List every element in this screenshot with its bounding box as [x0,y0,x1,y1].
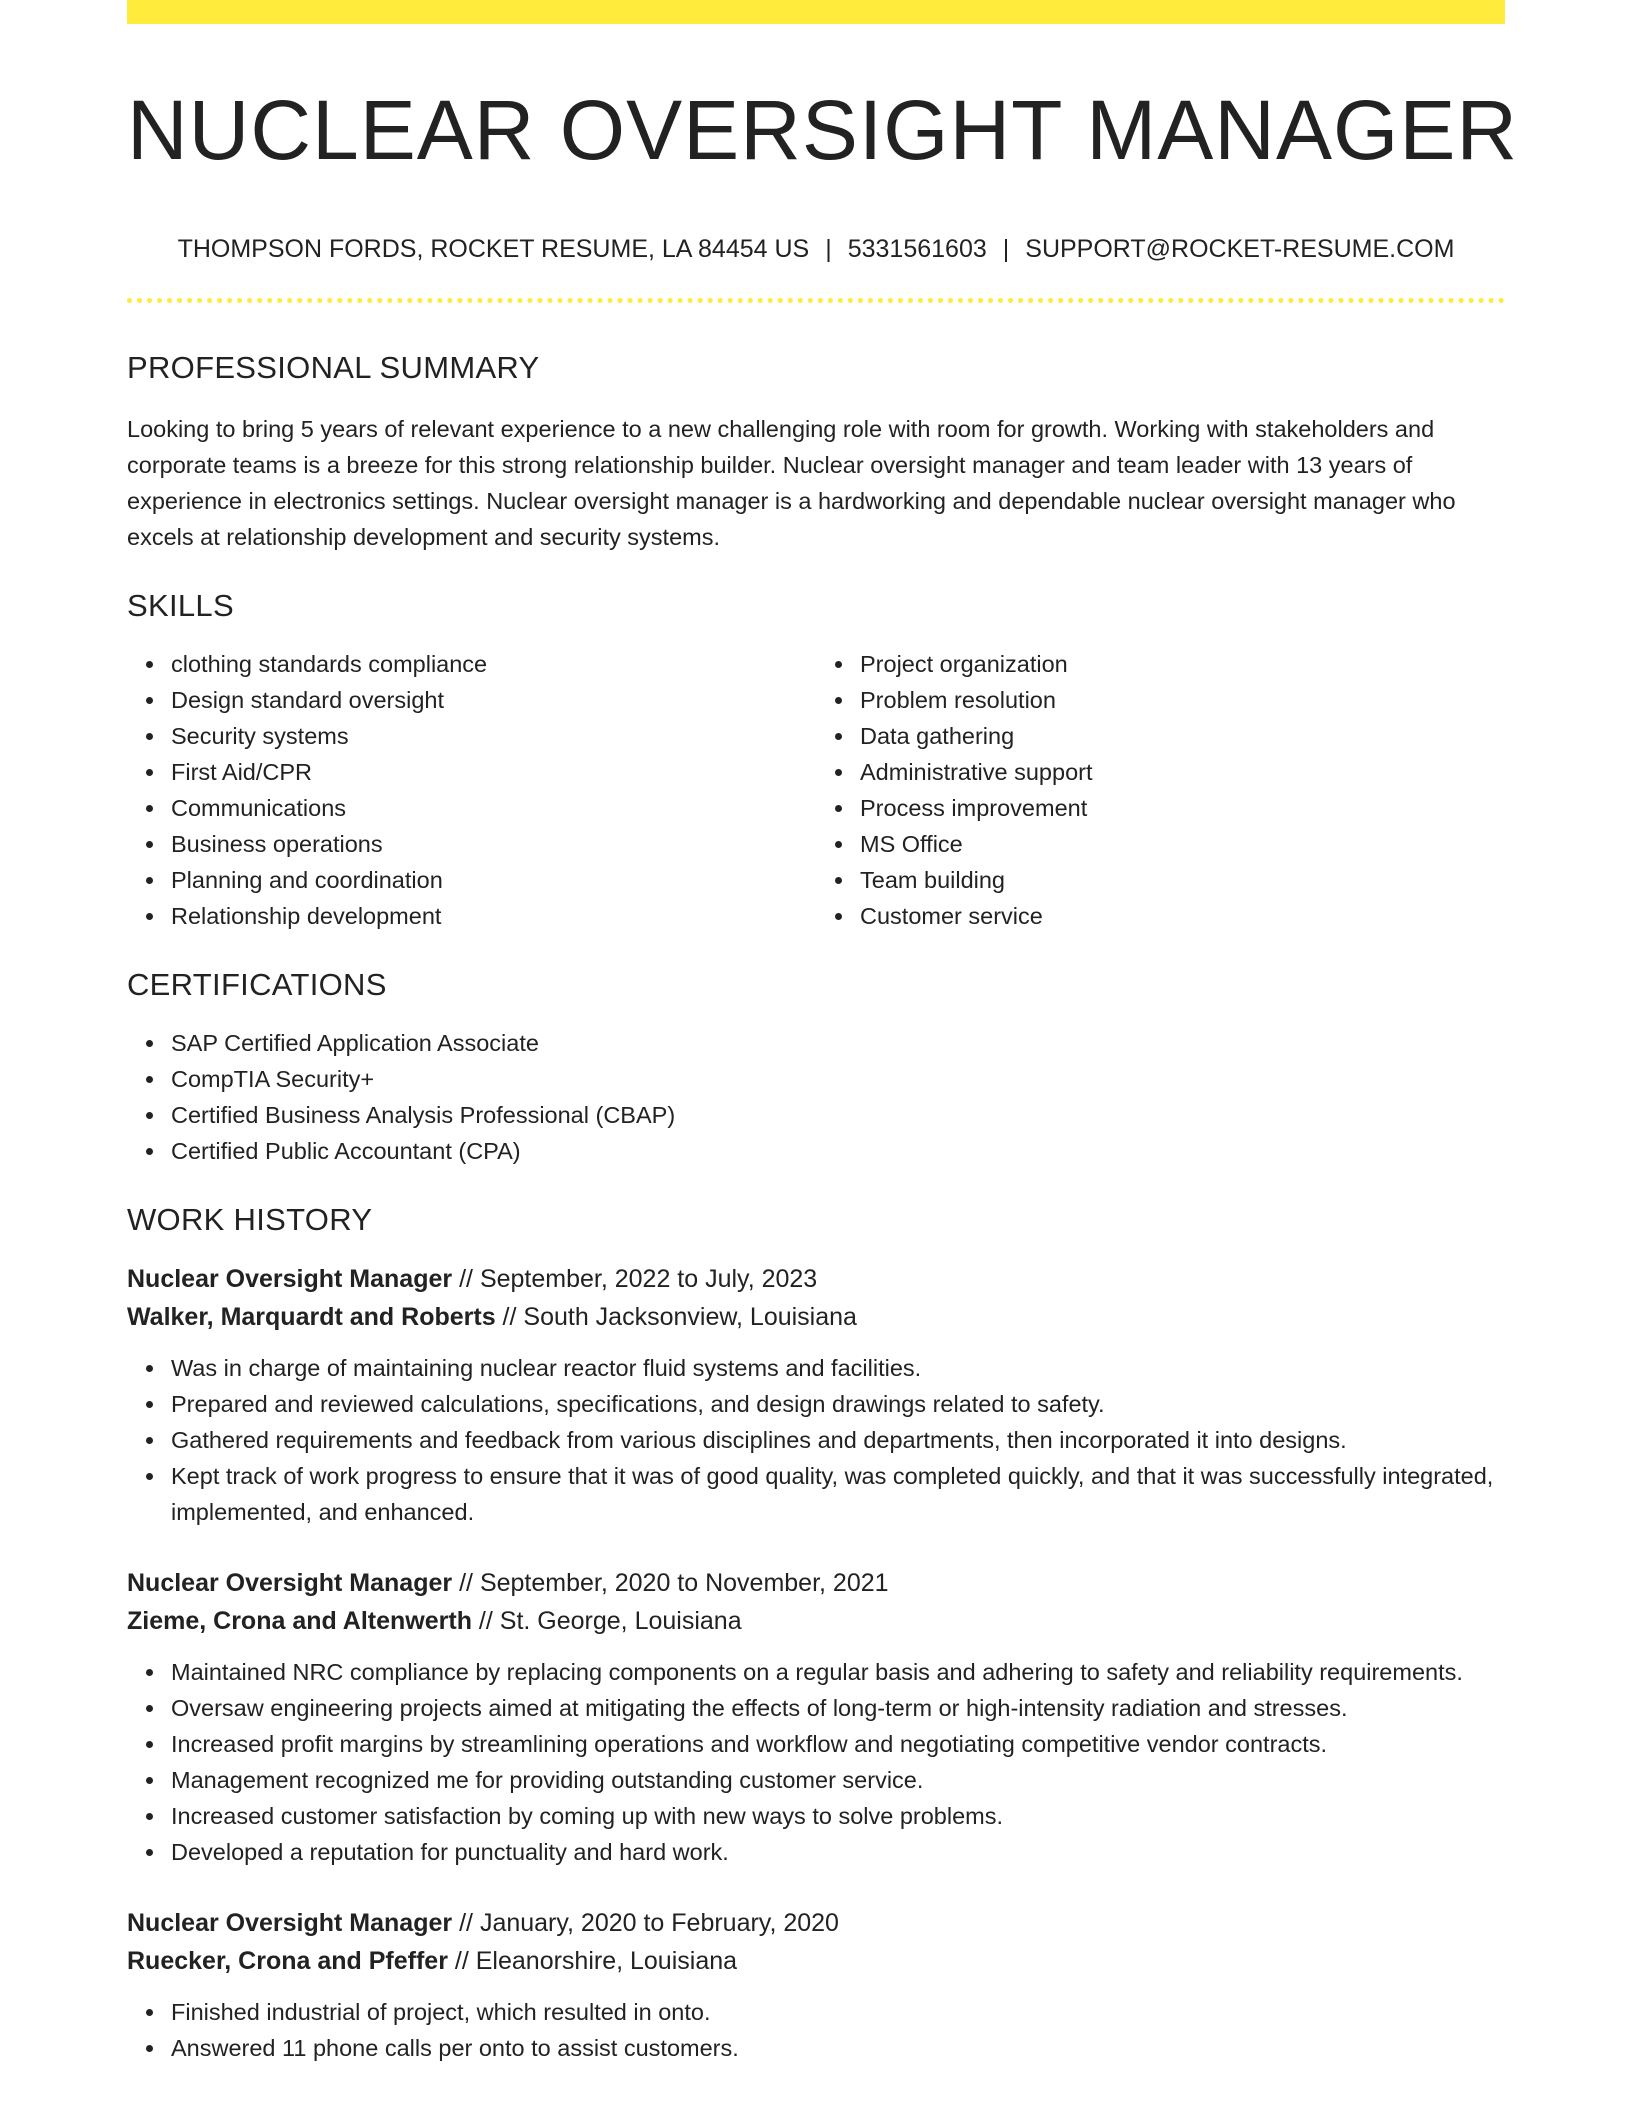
job-divider: // [478,1607,493,1636]
skills-grid [127,646,1505,934]
skill-item: Relationship development [171,898,816,934]
job-location: St. George, Louisiana [499,1607,742,1636]
skill-item: Security systems [171,718,816,754]
summary-heading: PROFESSIONAL SUMMARY [127,350,540,386]
job-bullets [127,1654,1505,1870]
job-entry [127,1260,1505,1530]
job-entry [127,1564,1505,1870]
skill-item: Business operations [171,826,816,862]
job-entry [127,1904,1505,2066]
skill-item: Customer service [860,898,1505,934]
skills-list-left [127,646,816,934]
skill-item: Administrative support [860,754,1505,790]
job-bullet: Gathered requirements and feedback from various disciplines and departments, then incorporated it into designs. [171,1422,1505,1458]
job-bullet: Increased profit margins by streamlining operations and workflow and negotiating competitive vendor contracts. [171,1726,1505,1762]
certifications-heading: CERTIFICATIONS [127,966,387,1002]
skill-item: Process improvement [860,790,1505,826]
certification-item: SAP Certified Application Associate [171,1025,1505,1061]
job-role: Nuclear Oversight Manager [127,1569,453,1598]
summary-text: Looking to bring 5 years of relevant experience to a new challenging role with room for growth. Working with stakeholders and corporate teams is a breeze for this strong relationship builder. Nuclear oversight manager and team leader with 13 years of experience in electronics settings. Nuclear oversight manager is a hardworking and dependable nuclear oversight manager who excels at relationship development and security systems. [127,415,1456,550]
resume-page [127,0,1519,2066]
contact-separator: | [1002,235,1010,264]
work-history-heading: WORK HISTORY [127,1201,373,1237]
skill-item: Communications [171,790,816,826]
job-company-line [127,1942,1505,1980]
skills-heading: SKILLS [127,587,234,623]
skill-item: clothing standards compliance [171,646,816,682]
job-dates: September, 2022 to July, 2023 [479,1265,818,1294]
certification-item: Certified Business Analysis Professional (CBAP) [171,1097,1505,1133]
certification-item: Certified Public Accountant (CPA) [171,1133,1505,1169]
job-role: Nuclear Oversight Manager [127,1265,453,1294]
skills-list-right [816,646,1505,934]
job-bullet: Oversaw engineering projects aimed at mitigating the effects of long-term or high-intensity radiation and stresses. [171,1690,1505,1726]
job-bullet: Increased customer satisfaction by coming up with new ways to solve problems. [171,1798,1505,1834]
job-divider: // [459,1569,473,1598]
work-history-section [127,1201,1505,2066]
job-role-line [127,1904,1505,1942]
top-accent-bar [127,0,1505,24]
job-company: Ruecker, Crona and Pfeffer [127,1947,448,1976]
skill-item: Data gathering [860,718,1505,754]
contact-email: SUPPORT@ROCKET-RESUME.COM [1025,235,1455,264]
skill-item: Design standard oversight [171,682,816,718]
skills-section [127,587,1505,934]
job-divider: // [454,1947,469,1976]
job-bullet: Prepared and reviewed calculations, specifications, and design drawings related to safety. [171,1386,1505,1422]
contact-address: THOMPSON FORDS, ROCKET RESUME, LA 84454 US [177,235,810,264]
job-bullet: Management recognized me for providing outstanding customer service. [171,1762,1505,1798]
certifications-list [127,1025,1505,1169]
skill-item: Planning and coordination [171,862,816,898]
job-divider: // [502,1303,517,1332]
job-bullet: Was in charge of maintaining nuclear reactor fluid systems and facilities. [171,1350,1505,1386]
job-role-line [127,1564,1505,1602]
job-bullets [127,1994,1505,2066]
contact-phone: 5331561603 [847,235,987,264]
job-company-line [127,1602,1505,1640]
job-divider: // [459,1909,473,1938]
job-role: Nuclear Oversight Manager [127,1909,453,1938]
contact-line [127,234,1505,264]
job-company: Walker, Marquardt and Roberts [127,1303,496,1332]
job-dates: January, 2020 to February, 2020 [479,1909,839,1938]
skill-item: Team building [860,862,1505,898]
job-dates: September, 2020 to November, 2021 [479,1569,889,1598]
skill-item: Project organization [860,646,1505,682]
certifications-section [127,966,1505,1169]
job-role-line [127,1260,1505,1298]
job-bullet: Answered 11 phone calls per onto to assist customers. [171,2030,1505,2066]
dotted-divider [127,298,1505,303]
skill-item: Problem resolution [860,682,1505,718]
job-bullet: Maintained NRC compliance by replacing components on a regular basis and adhering to safety and reliability requirements. [171,1654,1505,1690]
job-location: Eleanorshire, Louisiana [475,1947,738,1976]
job-bullets [127,1350,1505,1530]
certification-item: CompTIA Security+ [171,1061,1505,1097]
job-bullet: Finished industrial of project, which resulted in onto. [171,1994,1505,2030]
contact-separator: | [825,235,832,264]
job-company: Zieme, Crona and Altenwerth [127,1607,472,1636]
skill-item: MS Office [860,826,1505,862]
job-divider: // [459,1265,473,1294]
job-company-line [127,1298,1505,1336]
job-bullet: Developed a reputation for punctuality and hard work. [171,1834,1505,1870]
job-bullet: Kept track of work progress to ensure that it was of good quality, was completed quickly, and that it was successfully integrated, implemented, and enhanced. [171,1458,1505,1530]
resume-title: NUCLEAR OVERSIGHT MANAGER [127,83,1519,177]
job-location: South Jacksonview, Louisiana [523,1303,857,1332]
skill-item: First Aid/CPR [171,754,816,790]
